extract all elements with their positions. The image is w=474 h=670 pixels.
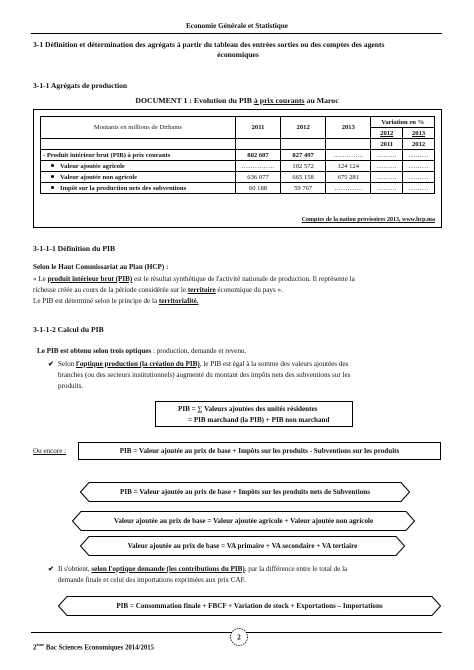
document-title-underlined: à prix courants	[253, 96, 305, 105]
row-2013: …………..	[326, 150, 371, 161]
check-text: Selon	[58, 360, 76, 368]
quote-text: économique du pays ».	[215, 286, 283, 294]
bullet-icon	[51, 186, 54, 189]
check-demande-line2: demande finale et celui des importations exprimées aux prix CAF.	[58, 576, 246, 584]
row-2012: 665 158	[281, 172, 326, 183]
table-row	[41, 150, 435, 161]
footer-text	[33, 642, 154, 651]
quote-text: richesse créée au cours de la période considérée sur le	[33, 286, 188, 294]
hcp-quote-line2	[33, 285, 443, 295]
calc-intro-bold: Le PIB est obtenu selon trois optiques	[37, 347, 152, 355]
document-title-prefix: DOCUMENT 1 : Evolution du PIB	[135, 96, 254, 105]
table-year-2012: 2012	[281, 117, 326, 139]
table-header-label: Montants en millions de Dirhams	[41, 117, 236, 139]
bullet-icon	[51, 175, 54, 178]
checkmark-icon: ✔	[48, 360, 54, 368]
table-source: Comptes de la nation provisoires 2013, www.hcp.ma	[301, 217, 435, 223]
table-variation-label: Variation en %	[371, 117, 435, 128]
row-2012: 59 767	[281, 183, 326, 194]
quote-text: Le PIB est déterminé selon le principe de la	[33, 297, 159, 305]
table-variation-sub-1: 2011	[371, 139, 403, 150]
document-title-suffix: au Maroc	[304, 96, 339, 105]
ou-encore-text: Ou encore	[33, 447, 63, 455]
hcp-quote-line1	[33, 274, 443, 284]
table-variation-sub-2: 2012	[403, 139, 435, 150]
document-header: Economie Générale et Statistique	[185, 22, 288, 30]
formula-text: PIB = Valeur ajoutée au prix de base + Impôts sur les produits nets de Subventions	[120, 488, 370, 496]
row-2013: 124 124	[326, 161, 371, 172]
check-text: Il s'obtient,	[58, 565, 92, 573]
formula-arrow-box-va-agricole	[72, 511, 415, 531]
table-variation-col-1: 2012	[371, 128, 403, 139]
row-2013: 675 281	[326, 172, 371, 183]
table-variation-col-2: 2013	[403, 128, 435, 139]
formula-box-pib-impots-subventions	[78, 442, 441, 460]
section-3-1-line1: 3-1 Définition et détermination des agrégats à partir du tableau des entrées sorties ou des comptes des agents	[33, 40, 385, 49]
row-2011: 802 607	[235, 150, 280, 161]
table-year-2011: 2011	[235, 117, 280, 139]
header-rule	[31, 33, 442, 34]
row-var1: ………	[371, 172, 403, 183]
ou-encore-label: Ou encore :	[33, 447, 67, 455]
row-var2: ………	[403, 172, 435, 183]
section-3-1-title	[33, 40, 443, 60]
row-2012: 827 497	[281, 150, 326, 161]
hcp-intro	[33, 262, 443, 272]
row-var1: ………	[371, 150, 403, 161]
row-var2: ………	[403, 183, 435, 194]
row-label: - Produit intérieur brut (PIB) à prix courants	[41, 150, 236, 161]
optique-production-term: l'optique production (la création du PIB)	[75, 360, 200, 368]
row-2011: 636 077	[235, 172, 280, 183]
pib-term: produit intérieur brut (PIB)	[47, 275, 133, 283]
row-var2: ………	[403, 161, 435, 172]
section-3-1-line2: économiques	[217, 50, 259, 59]
table-year-2013: 2013	[326, 117, 371, 139]
table-row	[41, 183, 435, 194]
check-production-line2: branches (ou des secteurs institutionnels) augmenté du montant des impôts nets des subventions sur les	[58, 371, 351, 379]
row-2011: 60 188	[235, 183, 280, 194]
page-number: 2	[237, 633, 241, 642]
check-text: , par la différence entre le total de la	[244, 565, 348, 573]
check-demande-line1	[48, 564, 443, 574]
bullet-icon	[51, 164, 54, 167]
row-var1: ………	[371, 161, 403, 172]
hcp-intro-text: Selon le Haut Commissariat au Plan (HCP) :	[33, 263, 169, 271]
calc-intro	[37, 346, 447, 356]
pib-table	[40, 116, 435, 194]
quote-text: est le résultat synthétique de l'activité nationale de production. Il représente la	[132, 275, 355, 283]
quote-text: « Le	[33, 275, 48, 283]
pib-table-frame	[33, 109, 442, 228]
row-2012: 102 572	[281, 161, 326, 172]
footer-level-sup: ème	[36, 642, 45, 647]
row-var1: ………	[371, 183, 403, 194]
document-title	[0, 96, 474, 105]
section-3-1-1-2-title: 3-1-1-2 Calcul du PIB	[33, 325, 104, 334]
checkmark-icon: ✔	[48, 565, 54, 573]
row-2013: ………….	[326, 183, 371, 194]
hcp-quote-line3	[33, 296, 443, 306]
formula-line2: = PIB marchand (la PIB) + PIB non marchand	[188, 416, 330, 424]
formula-arrow-box-pib-demande	[58, 596, 441, 616]
section-3-1-1-1-title: 3-1-1-1 Définition du PIB	[33, 244, 116, 253]
formula-arrow-box-va-secteurs	[80, 536, 405, 556]
territorialite-term: territorialité.	[158, 297, 199, 305]
optique-demande-term: selon l'optique demande (les contributions du PIB)	[91, 565, 245, 573]
calc-intro-rest: : production, demande et revenu.	[151, 347, 247, 355]
table-row	[41, 172, 435, 183]
footer-course: Bac Sciences Economiques 2014/2015	[44, 644, 155, 652]
check-production-line3: produits.	[58, 382, 84, 390]
formula-box-sum-va	[155, 401, 353, 427]
formula-text: Valeur ajoutée au prix de base = VA primaire + VA secondaire + VA tertiaire	[127, 542, 358, 550]
page-number-badge	[229, 627, 249, 647]
row-label: Valeur ajoutée agricole	[60, 162, 125, 170]
check-production-line1	[48, 359, 443, 369]
check-text: , le PIB est égal à la somme des valeurs ajoutées des	[199, 360, 349, 368]
footer-level: 2	[33, 644, 37, 652]
table-row	[41, 161, 435, 172]
formula-arrow-box-pib-nets	[80, 482, 410, 502]
formula-text: PIB = Valeur ajoutée au prix de base + Impôts sur les produits - Subventions sur les produits	[119, 447, 400, 455]
formula-line1: PIB = ∑ Valeurs ajoutées des unités résidentes	[178, 405, 318, 413]
row-var2: ………	[403, 150, 435, 161]
territoire-term: territoire	[187, 286, 216, 294]
formula-text: Valeur ajoutée au prix de base = Valeur ajoutée agricole + Valeur ajoutée non agricole	[113, 517, 374, 525]
formula-text: PIB = Consommation finale + FBCF + Variation de stock + Exportations – Importations	[116, 602, 383, 610]
row-label: Impôt sur la production nets des subventions	[60, 184, 187, 192]
section-3-1-1-title: 3-1-1 Agrégats de production	[33, 81, 128, 90]
row-2011: ……………	[235, 161, 280, 172]
row-label: Valeur ajoutée non agricole	[60, 173, 138, 181]
